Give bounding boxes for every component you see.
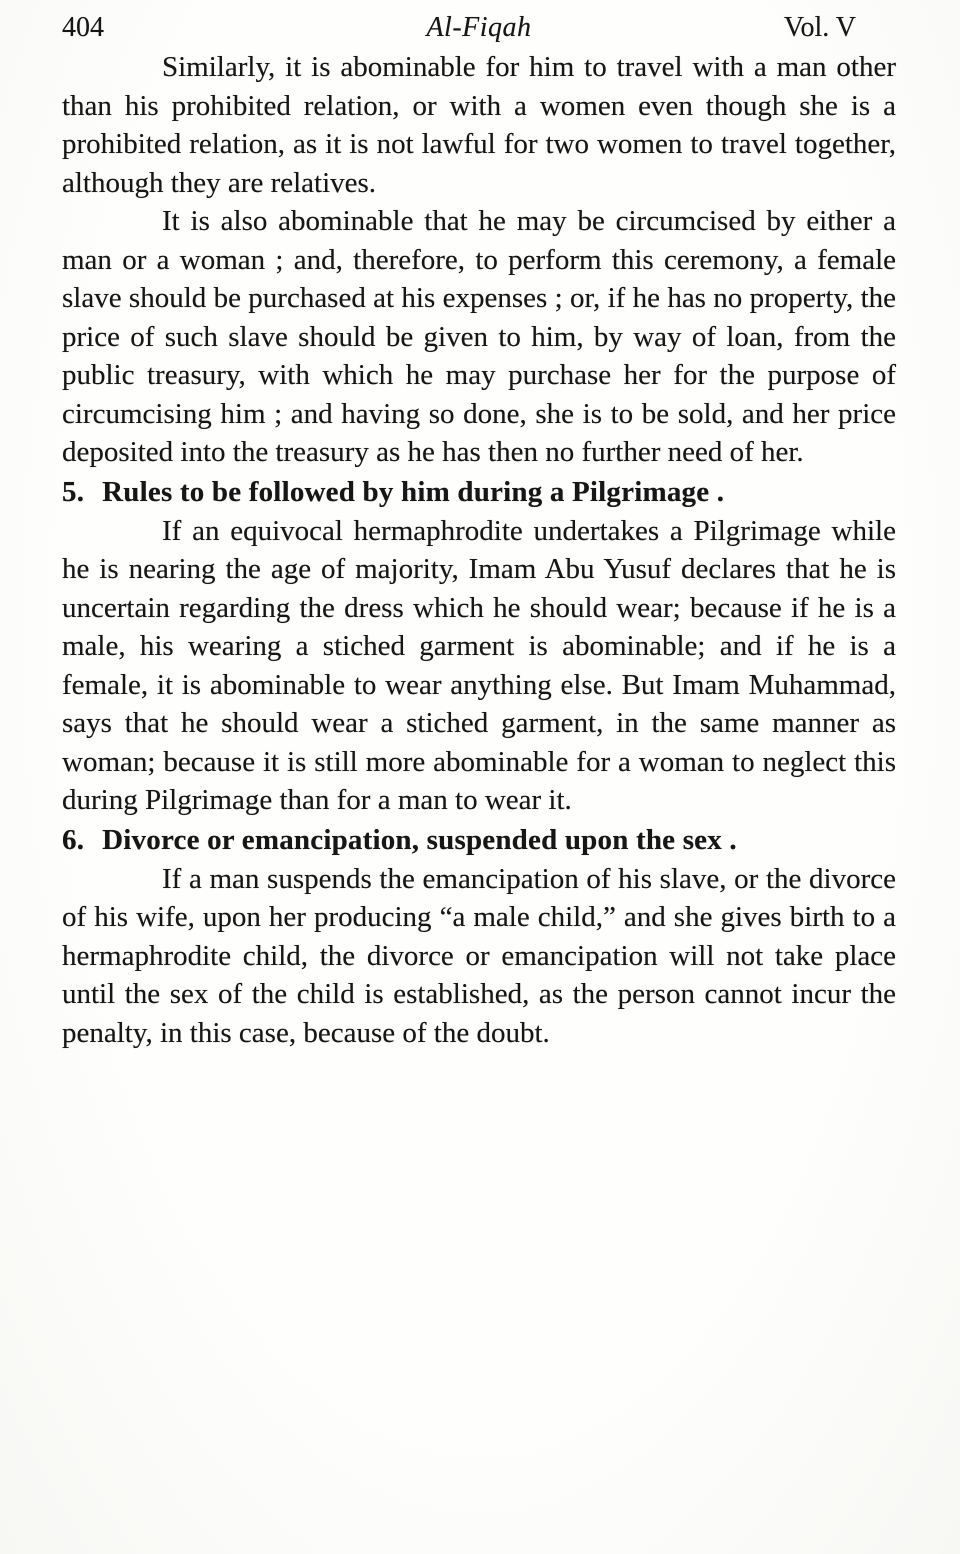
section-title-5: Rules to be followed by him during a Pilgrimage . [102,475,725,508]
paragraph-divorce-emancipation: If a man suspends the emancipation of his slave, or the divorce of his wife, upon her producing “a male child,” and she gives birth to a hermaphrodite child, the divorce or emancipation will not take place until the sex of the child is established, as the person cannot incur the penalty, in this case, because of the doubt. [62,862,896,1049]
page-body [62,48,896,1052]
section-heading-5 [62,472,896,512]
section-number-5: 5. [62,475,85,508]
paragraph-travel-rules: Similarly, it is abominable for him to travel with a man other than his prohibited relation, or with a women even though she is a prohibited relation, as it is not lawful for two women to travel together, although they are relatives. [62,51,896,199]
section-heading-6 [62,820,896,860]
volume-label: Vol. V [783,12,856,43]
page-header [62,8,896,48]
book-title: Al-Fiqah [426,12,532,43]
page-number: 404 [62,12,104,43]
section-title-6: Divorce or emancipation, suspended upon the sex . [102,823,737,856]
section-number-6: 6. [62,823,85,856]
paragraph-pilgrimage: If an equivocal hermaphrodite undertakes a Pilgrimage while he is nearing the age of majority, Imam Abu Yusuf declares that he is uncertain regarding the dress which he should wear; because if he is a male, his wearing a stiched garment is abominable; and if he is a female, it is abominable to wear anything else. But Imam Muhammad, says that he should wear a stiched garment, in the same manner as woman; because it is still more abominable for a woman to neglect this during Pilgrimage than for a man to wear it. [62,514,896,816]
paragraph-circumcision: It is also abominable that he may be circumcised by either a man or a woman ; and, therefore, to perform this ceremony, a female slave should be purchased at his expenses ; or, if he has no property, the price of such slave should be given to him, by way of loan, from the public treasury, with which he may purchase her for the purpose of circumcising him ; and having so done, she is to be sold, and her price deposited into the treasury as he has then no further need of her. [62,205,896,468]
